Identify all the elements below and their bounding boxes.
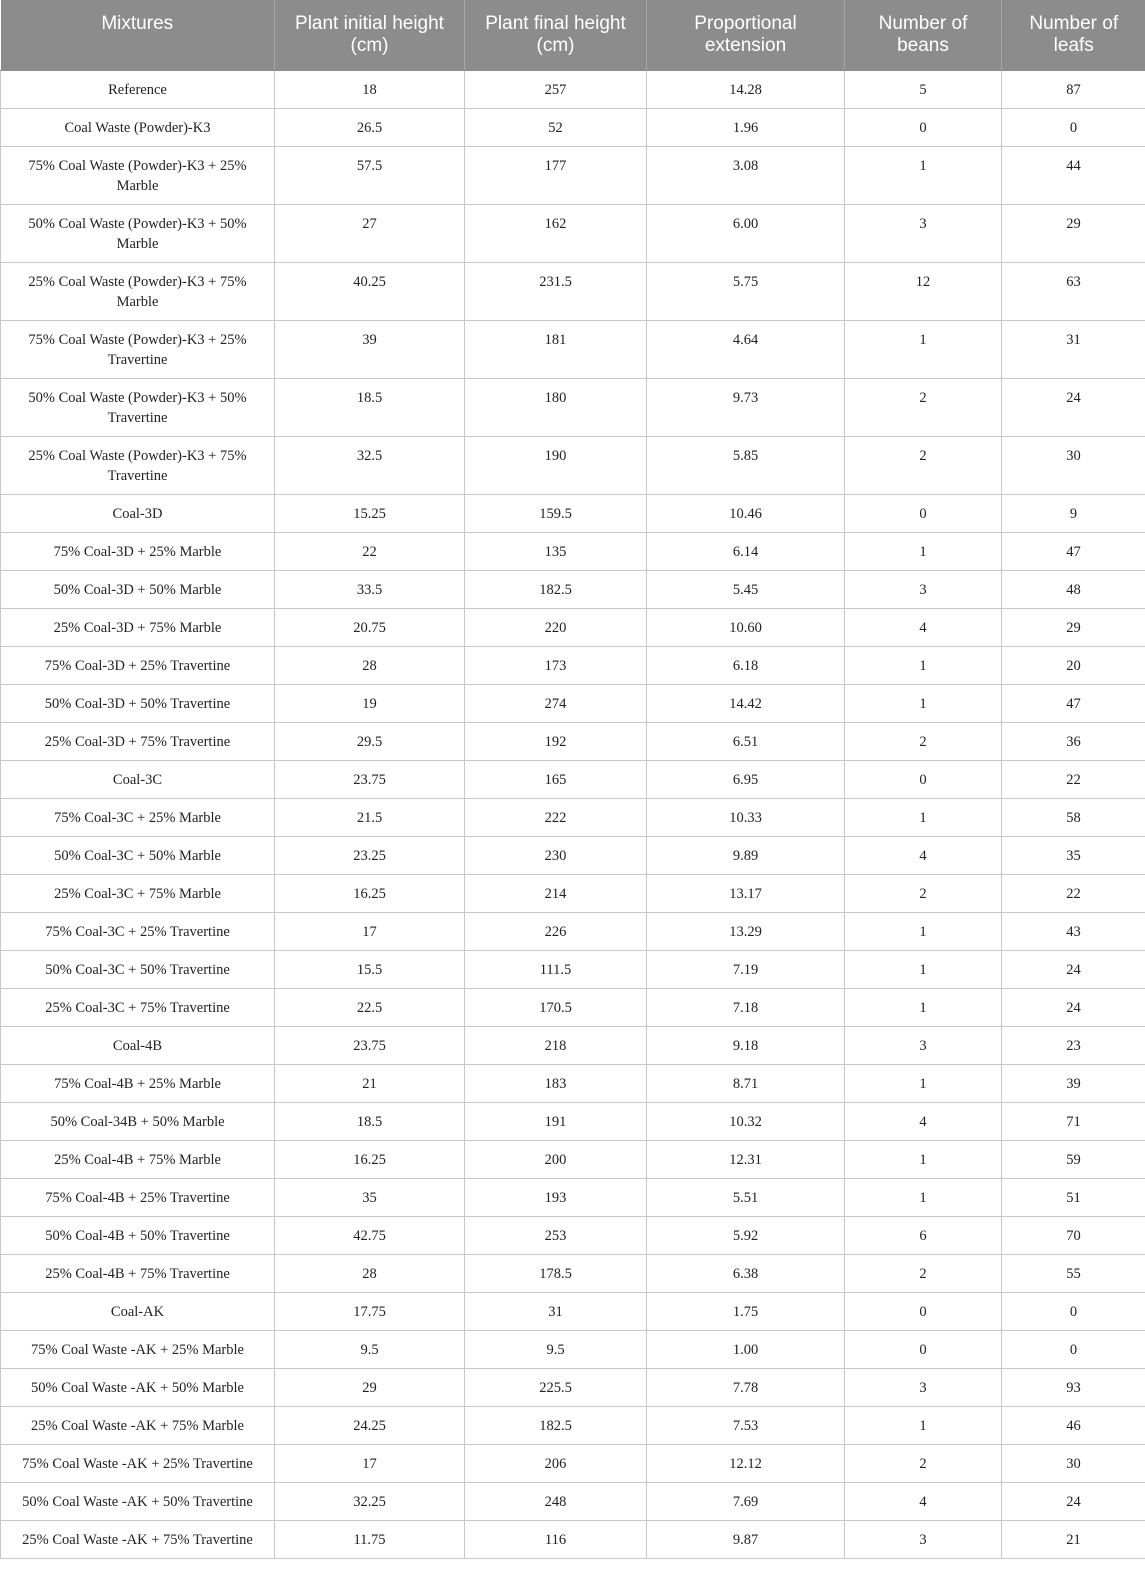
cell-mixture: 50% Coal Waste -AK + 50% Travertine (1, 1482, 275, 1520)
cell-proportional-extension: 6.38 (647, 1254, 845, 1292)
table-row (1, 436, 1145, 494)
cell-proportional-extension: 9.73 (647, 378, 845, 436)
cell-beans: 2 (845, 1444, 1002, 1482)
cell-mixture: 25% Coal Waste -AK + 75% Travertine (1, 1520, 275, 1558)
table-body (1, 70, 1145, 1558)
table-row (1, 722, 1145, 760)
cell-final-height: 222 (465, 798, 647, 836)
cell-final-height: 181 (465, 320, 647, 378)
cell-beans: 0 (845, 760, 1002, 798)
cell-initial-height: 18.5 (275, 378, 465, 436)
cell-initial-height: 28 (275, 1254, 465, 1292)
cell-beans: 1 (845, 912, 1002, 950)
cell-initial-height: 57.5 (275, 146, 465, 204)
cell-initial-height: 26.5 (275, 108, 465, 146)
cell-mixture: 25% Coal Waste (Powder)-K3 + 75% Marble (1, 262, 275, 320)
cell-mixture: 50% Coal-3D + 50% Travertine (1, 684, 275, 722)
table-row (1, 988, 1145, 1026)
cell-leafs: 44 (1002, 146, 1145, 204)
table-row (1, 1368, 1145, 1406)
cell-initial-height: 21.5 (275, 798, 465, 836)
cell-leafs: 46 (1002, 1406, 1145, 1444)
cell-initial-height: 23.75 (275, 760, 465, 798)
cell-mixture: 50% Coal Waste (Powder)-K3 + 50% Travertine (1, 378, 275, 436)
cell-initial-height: 28 (275, 646, 465, 684)
cell-final-height: 200 (465, 1140, 647, 1178)
cell-mixture: 75% Coal-3D + 25% Travertine (1, 646, 275, 684)
header-plant-final-height: Plant final height (cm) (465, 0, 647, 70)
cell-initial-height: 33.5 (275, 570, 465, 608)
cell-mixture: 25% Coal-4B + 75% Travertine (1, 1254, 275, 1292)
cell-beans: 0 (845, 1330, 1002, 1368)
cell-beans: 1 (845, 646, 1002, 684)
cell-proportional-extension: 9.89 (647, 836, 845, 874)
cell-mixture: 75% Coal-3C + 25% Travertine (1, 912, 275, 950)
table-row (1, 108, 1145, 146)
cell-beans: 1 (845, 1406, 1002, 1444)
cell-mixture: 50% Coal-4B + 50% Travertine (1, 1216, 275, 1254)
cell-mixture: Coal-4B (1, 1026, 275, 1064)
cell-initial-height: 20.75 (275, 608, 465, 646)
cell-proportional-extension: 9.18 (647, 1026, 845, 1064)
cell-initial-height: 15.5 (275, 950, 465, 988)
cell-final-height: 253 (465, 1216, 647, 1254)
cell-initial-height: 24.25 (275, 1406, 465, 1444)
cell-initial-height: 27 (275, 204, 465, 262)
cell-proportional-extension: 10.46 (647, 494, 845, 532)
cell-proportional-extension: 7.19 (647, 950, 845, 988)
cell-beans: 3 (845, 570, 1002, 608)
table-row (1, 1406, 1145, 1444)
cell-leafs: 29 (1002, 204, 1145, 262)
cell-leafs: 9 (1002, 494, 1145, 532)
cell-mixture: 25% Coal-3D + 75% Travertine (1, 722, 275, 760)
cell-beans: 1 (845, 684, 1002, 722)
cell-mixture: 75% Coal Waste -AK + 25% Travertine (1, 1444, 275, 1482)
cell-final-height: 9.5 (465, 1330, 647, 1368)
cell-beans: 1 (845, 1064, 1002, 1102)
cell-beans: 1 (845, 146, 1002, 204)
cell-leafs: 24 (1002, 1482, 1145, 1520)
cell-final-height: 192 (465, 722, 647, 760)
table-row (1, 646, 1145, 684)
cell-mixture: 75% Coal Waste (Powder)-K3 + 25% Travertine (1, 320, 275, 378)
cell-proportional-extension: 8.71 (647, 1064, 845, 1102)
cell-mixture: 25% Coal Waste -AK + 75% Marble (1, 1406, 275, 1444)
cell-final-height: 135 (465, 532, 647, 570)
cell-beans: 1 (845, 798, 1002, 836)
cell-beans: 1 (845, 988, 1002, 1026)
cell-leafs: 23 (1002, 1026, 1145, 1064)
header-mixtures: Mixtures (1, 0, 275, 70)
table-row (1, 320, 1145, 378)
cell-beans: 1 (845, 320, 1002, 378)
cell-proportional-extension: 10.32 (647, 1102, 845, 1140)
table-row (1, 1026, 1145, 1064)
cell-beans: 2 (845, 1254, 1002, 1292)
cell-mixture: 25% Coal-3D + 75% Marble (1, 608, 275, 646)
cell-leafs: 29 (1002, 608, 1145, 646)
cell-initial-height: 23.25 (275, 836, 465, 874)
table-row (1, 1292, 1145, 1330)
cell-leafs: 0 (1002, 1292, 1145, 1330)
cell-proportional-extension: 6.95 (647, 760, 845, 798)
cell-final-height: 165 (465, 760, 647, 798)
cell-leafs: 30 (1002, 1444, 1145, 1482)
header-plant-initial-height: Plant initial height (cm) (275, 0, 465, 70)
header-row (1, 0, 1145, 70)
cell-beans: 1 (845, 1140, 1002, 1178)
cell-final-height: 274 (465, 684, 647, 722)
cell-initial-height: 29 (275, 1368, 465, 1406)
table-row (1, 70, 1145, 108)
cell-proportional-extension: 7.78 (647, 1368, 845, 1406)
table-row (1, 204, 1145, 262)
cell-mixture: 75% Coal-4B + 25% Marble (1, 1064, 275, 1102)
cell-mixture: 50% Coal Waste -AK + 50% Marble (1, 1368, 275, 1406)
cell-proportional-extension: 10.60 (647, 608, 845, 646)
cell-beans: 3 (845, 1368, 1002, 1406)
cell-leafs: 20 (1002, 646, 1145, 684)
cell-leafs: 30 (1002, 436, 1145, 494)
cell-mixture: 25% Coal Waste (Powder)-K3 + 75% Travertine (1, 436, 275, 494)
cell-proportional-extension: 7.69 (647, 1482, 845, 1520)
cell-mixture: 50% Coal-34B + 50% Marble (1, 1102, 275, 1140)
cell-initial-height: 16.25 (275, 1140, 465, 1178)
cell-initial-height: 11.75 (275, 1520, 465, 1558)
table-row (1, 378, 1145, 436)
table-row (1, 836, 1145, 874)
cell-initial-height: 22.5 (275, 988, 465, 1026)
cell-beans: 0 (845, 494, 1002, 532)
cell-proportional-extension: 6.51 (647, 722, 845, 760)
cell-initial-height: 17 (275, 912, 465, 950)
cell-proportional-extension: 12.12 (647, 1444, 845, 1482)
table-row (1, 874, 1145, 912)
cell-mixture: 50% Coal-3D + 50% Marble (1, 570, 275, 608)
cell-leafs: 24 (1002, 988, 1145, 1026)
cell-mixture: 75% Coal-4B + 25% Travertine (1, 1178, 275, 1216)
cell-final-height: 52 (465, 108, 647, 146)
cell-initial-height: 42.75 (275, 1216, 465, 1254)
cell-beans: 2 (845, 874, 1002, 912)
cell-proportional-extension: 9.87 (647, 1520, 845, 1558)
cell-proportional-extension: 6.18 (647, 646, 845, 684)
table-row (1, 146, 1145, 204)
cell-final-height: 193 (465, 1178, 647, 1216)
cell-final-height: 159.5 (465, 494, 647, 532)
cell-proportional-extension: 1.75 (647, 1292, 845, 1330)
cell-mixture: 25% Coal-4B + 75% Marble (1, 1140, 275, 1178)
table-row (1, 494, 1145, 532)
cell-initial-height: 15.25 (275, 494, 465, 532)
cell-mixture: 50% Coal Waste (Powder)-K3 + 50% Marble (1, 204, 275, 262)
cell-proportional-extension: 1.00 (647, 1330, 845, 1368)
cell-proportional-extension: 4.64 (647, 320, 845, 378)
table-row (1, 1482, 1145, 1520)
cell-initial-height: 17.75 (275, 1292, 465, 1330)
cell-leafs: 63 (1002, 262, 1145, 320)
cell-beans: 0 (845, 1292, 1002, 1330)
cell-leafs: 55 (1002, 1254, 1145, 1292)
cell-leafs: 22 (1002, 874, 1145, 912)
header-proportional-extension: Proportional extension (647, 0, 845, 70)
cell-leafs: 71 (1002, 1102, 1145, 1140)
cell-proportional-extension: 7.53 (647, 1406, 845, 1444)
cell-proportional-extension: 13.17 (647, 874, 845, 912)
cell-leafs: 35 (1002, 836, 1145, 874)
table-row (1, 1102, 1145, 1140)
cell-leafs: 58 (1002, 798, 1145, 836)
cell-beans: 5 (845, 70, 1002, 108)
cell-beans: 0 (845, 108, 1002, 146)
cell-proportional-extension: 13.29 (647, 912, 845, 950)
table-row (1, 684, 1145, 722)
cell-leafs: 39 (1002, 1064, 1145, 1102)
table-row (1, 1140, 1145, 1178)
table-row (1, 1520, 1145, 1558)
cell-final-height: 116 (465, 1520, 647, 1558)
cell-final-height: 257 (465, 70, 647, 108)
cell-leafs: 22 (1002, 760, 1145, 798)
cell-leafs: 0 (1002, 108, 1145, 146)
cell-leafs: 24 (1002, 378, 1145, 436)
cell-mixture: 50% Coal-3C + 50% Marble (1, 836, 275, 874)
table-row (1, 1216, 1145, 1254)
cell-beans: 2 (845, 436, 1002, 494)
cell-mixture: Reference (1, 70, 275, 108)
cell-final-height: 230 (465, 836, 647, 874)
table-row (1, 1064, 1145, 1102)
cell-beans: 4 (845, 836, 1002, 874)
cell-final-height: 225.5 (465, 1368, 647, 1406)
cell-leafs: 51 (1002, 1178, 1145, 1216)
cell-leafs: 93 (1002, 1368, 1145, 1406)
cell-leafs: 59 (1002, 1140, 1145, 1178)
cell-proportional-extension: 5.92 (647, 1216, 845, 1254)
cell-proportional-extension: 7.18 (647, 988, 845, 1026)
cell-mixture: 25% Coal-3C + 75% Travertine (1, 988, 275, 1026)
cell-beans: 3 (845, 204, 1002, 262)
cell-mixture: 75% Coal Waste (Powder)-K3 + 25% Marble (1, 146, 275, 204)
cell-initial-height: 32.5 (275, 436, 465, 494)
cell-leafs: 47 (1002, 532, 1145, 570)
cell-final-height: 177 (465, 146, 647, 204)
cell-initial-height: 22 (275, 532, 465, 570)
table-row (1, 912, 1145, 950)
cell-mixture: Coal-3C (1, 760, 275, 798)
cell-beans: 3 (845, 1026, 1002, 1064)
cell-mixture: Coal-3D (1, 494, 275, 532)
cell-proportional-extension: 5.51 (647, 1178, 845, 1216)
cell-beans: 4 (845, 1482, 1002, 1520)
cell-final-height: 162 (465, 204, 647, 262)
cell-proportional-extension: 5.85 (647, 436, 845, 494)
table-row (1, 608, 1145, 646)
cell-beans: 4 (845, 608, 1002, 646)
cell-leafs: 70 (1002, 1216, 1145, 1254)
cell-initial-height: 17 (275, 1444, 465, 1482)
cell-proportional-extension: 6.14 (647, 532, 845, 570)
table-row (1, 1330, 1145, 1368)
cell-final-height: 248 (465, 1482, 647, 1520)
cell-mixture: Coal-AK (1, 1292, 275, 1330)
cell-leafs: 21 (1002, 1520, 1145, 1558)
cell-final-height: 182.5 (465, 1406, 647, 1444)
cell-initial-height: 19 (275, 684, 465, 722)
cell-final-height: 182.5 (465, 570, 647, 608)
cell-mixture: 25% Coal-3C + 75% Marble (1, 874, 275, 912)
cell-beans: 6 (845, 1216, 1002, 1254)
table-row (1, 1254, 1145, 1292)
cell-leafs: 0 (1002, 1330, 1145, 1368)
cell-initial-height: 23.75 (275, 1026, 465, 1064)
table-row (1, 262, 1145, 320)
cell-beans: 2 (845, 722, 1002, 760)
cell-final-height: 183 (465, 1064, 647, 1102)
cell-proportional-extension: 14.28 (647, 70, 845, 108)
header-number-of-leafs: Number of leafs (1002, 0, 1145, 70)
cell-beans: 12 (845, 262, 1002, 320)
cell-mixture: 75% Coal-3C + 25% Marble (1, 798, 275, 836)
cell-mixture: 75% Coal Waste -AK + 25% Marble (1, 1330, 275, 1368)
cell-mixture: 75% Coal-3D + 25% Marble (1, 532, 275, 570)
cell-final-height: 218 (465, 1026, 647, 1064)
table-row (1, 570, 1145, 608)
cell-leafs: 36 (1002, 722, 1145, 760)
cell-beans: 1 (845, 950, 1002, 988)
cell-proportional-extension: 14.42 (647, 684, 845, 722)
cell-leafs: 43 (1002, 912, 1145, 950)
header-number-of-beans: Number of beans (845, 0, 1002, 70)
cell-proportional-extension: 6.00 (647, 204, 845, 262)
table-row (1, 1178, 1145, 1216)
cell-leafs: 47 (1002, 684, 1145, 722)
cell-final-height: 214 (465, 874, 647, 912)
cell-leafs: 87 (1002, 70, 1145, 108)
cell-initial-height: 9.5 (275, 1330, 465, 1368)
cell-initial-height: 21 (275, 1064, 465, 1102)
cell-initial-height: 32.25 (275, 1482, 465, 1520)
cell-final-height: 178.5 (465, 1254, 647, 1292)
cell-beans: 1 (845, 532, 1002, 570)
cell-final-height: 206 (465, 1444, 647, 1482)
table-row (1, 760, 1145, 798)
cell-final-height: 173 (465, 646, 647, 684)
cell-proportional-extension: 3.08 (647, 146, 845, 204)
cell-final-height: 231.5 (465, 262, 647, 320)
cell-final-height: 111.5 (465, 950, 647, 988)
cell-proportional-extension: 5.45 (647, 570, 845, 608)
cell-final-height: 31 (465, 1292, 647, 1330)
cell-final-height: 220 (465, 608, 647, 646)
cell-final-height: 170.5 (465, 988, 647, 1026)
table-row (1, 532, 1145, 570)
cell-leafs: 24 (1002, 950, 1145, 988)
cell-proportional-extension: 10.33 (647, 798, 845, 836)
cell-final-height: 191 (465, 1102, 647, 1140)
table-row (1, 950, 1145, 988)
cell-beans: 4 (845, 1102, 1002, 1140)
cell-mixture: 50% Coal-3C + 50% Travertine (1, 950, 275, 988)
cell-final-height: 226 (465, 912, 647, 950)
cell-beans: 2 (845, 378, 1002, 436)
cell-initial-height: 40.25 (275, 262, 465, 320)
cell-mixture: Coal Waste (Powder)-K3 (1, 108, 275, 146)
cell-leafs: 48 (1002, 570, 1145, 608)
cell-beans: 1 (845, 1178, 1002, 1216)
cell-final-height: 190 (465, 436, 647, 494)
cell-initial-height: 18 (275, 70, 465, 108)
table-header (1, 0, 1145, 70)
cell-initial-height: 39 (275, 320, 465, 378)
cell-initial-height: 29.5 (275, 722, 465, 760)
cell-initial-height: 16.25 (275, 874, 465, 912)
cell-beans: 3 (845, 1520, 1002, 1558)
cell-initial-height: 35 (275, 1178, 465, 1216)
cell-proportional-extension: 5.75 (647, 262, 845, 320)
cell-initial-height: 18.5 (275, 1102, 465, 1140)
cell-leafs: 31 (1002, 320, 1145, 378)
table-row (1, 798, 1145, 836)
table-row (1, 1444, 1145, 1482)
cell-proportional-extension: 1.96 (647, 108, 845, 146)
cell-final-height: 180 (465, 378, 647, 436)
cell-proportional-extension: 12.31 (647, 1140, 845, 1178)
